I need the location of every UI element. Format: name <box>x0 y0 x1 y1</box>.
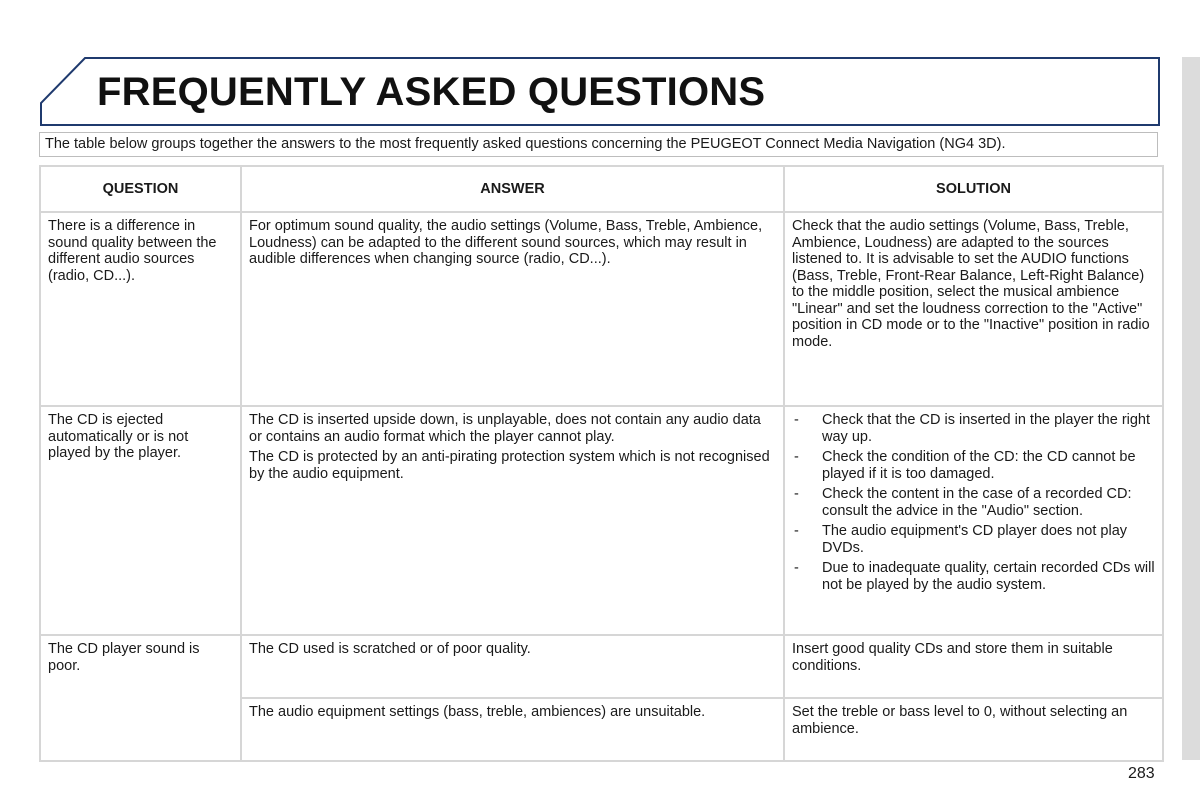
answer-header: ANSWER <box>241 166 784 212</box>
solution-cell <box>784 406 1163 635</box>
list-item: - The audio equipment's CD player does not play DVDs. <box>792 523 1155 556</box>
side-tab-strip <box>1182 57 1200 760</box>
answer-cell: The audio equipment settings (bass, treble, ambiences) are unsuitable. <box>241 698 784 761</box>
solution-list <box>792 412 1155 593</box>
page-number: 283 <box>1128 765 1155 782</box>
answer-text: The CD is inserted upside down, is unplayable, does not contain any audio data or contains an audio format which the player cannot play. <box>249 412 761 445</box>
answer-cell <box>241 406 784 635</box>
header-row <box>40 166 1163 212</box>
solution-cell: Check that the audio settings (Volume, Bass, Treble, Ambience, Loudness) are adapted to the sources listened to. It is advisable to set the AUDIO functions (Bass, Treble, Front-Rear Balance, Left-Right Balance) to the middle position, select the musical ambience "Linear" and set the loudness correction to the "Active" position in CD mode or to the "Inactive" position in radio mode. <box>784 212 1163 406</box>
table-row <box>40 406 1163 635</box>
page-title: FREQUENTLY ASKED QUESTIONS <box>97 70 766 114</box>
answer-text: For optimum sound quality, the audio settings (Volume, Bass, Treble, Ambience, Loudness) can be adapted to the different sound sources, which may result in audible differences when changing source (radio, CD...). <box>249 218 763 267</box>
answer-cell: The CD used is scratched or of poor quality. <box>241 635 784 698</box>
list-item: - Due to inadequate quality, certain recorded CDs will not be played by the audio system. <box>792 560 1155 593</box>
intro-text: The table below groups together the answers to the most frequently asked questions concerning the PEUGEOT Connect Media Navigation (NG4 3D). <box>39 132 1158 157</box>
list-item: - Check the content in the case of a recorded CD: consult the advice in the "Audio" section. <box>792 486 1155 519</box>
answer-cell <box>241 212 784 406</box>
table-row <box>40 635 1163 698</box>
question-cell: There is a difference in sound quality between the different audio sources (radio, CD...). <box>40 212 241 406</box>
table-row <box>40 212 1163 406</box>
question-header: QUESTION <box>40 166 241 212</box>
solution-cell: Insert good quality CDs and store them in suitable conditions. <box>784 635 1163 698</box>
list-item: - Check the condition of the CD: the CD cannot be played if it is too damaged. <box>792 449 1155 482</box>
list-item: - Check that the CD is inserted in the player the right way up. <box>792 412 1155 445</box>
solution-cell: Set the treble or bass level to 0, without selecting an ambience. <box>784 698 1163 761</box>
faq-table <box>39 165 1164 762</box>
question-cell: The CD player sound is poor. <box>40 635 241 761</box>
solution-header: SOLUTION <box>784 166 1163 212</box>
question-cell: The CD is ejected automatically or is not played by the player. <box>40 406 241 635</box>
answer-text: The CD is protected by an anti-pirating protection system which is not recognised by the audio equipment. <box>249 449 770 482</box>
